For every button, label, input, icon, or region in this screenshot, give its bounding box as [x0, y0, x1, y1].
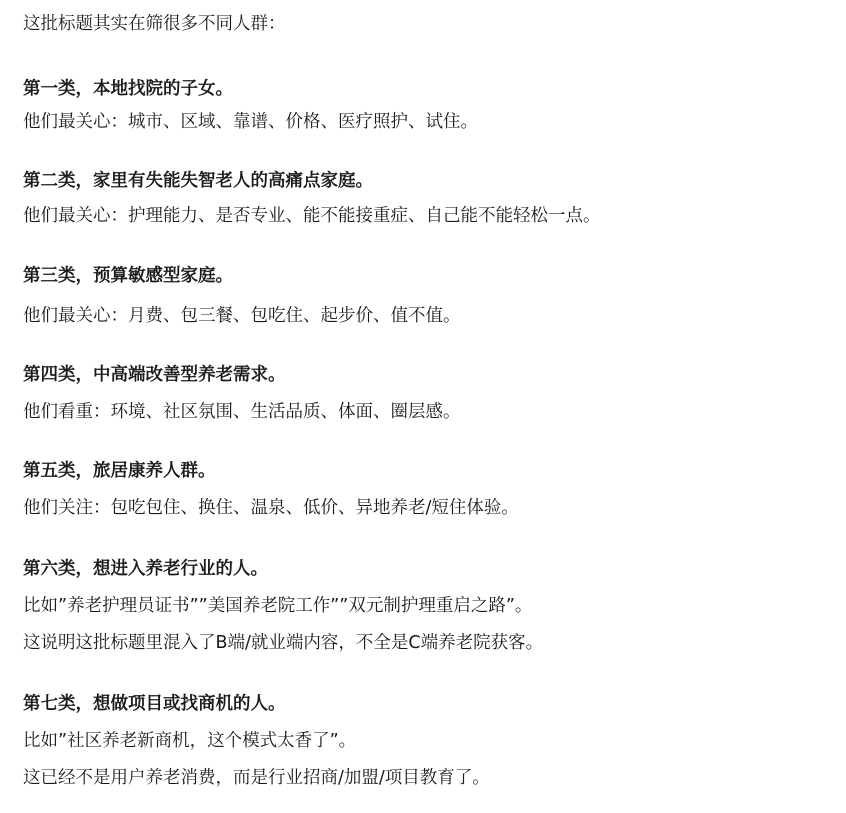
section-3-line-1: 他们最关心：月费、包三餐、包吃住、起步价、值不值。 [23, 306, 461, 326]
section-7-heading: 第七类，想做项目或找商机的人。 [23, 694, 286, 714]
section-7-line-1: 比如”社区养老新商机，这个模式太香了”。 [23, 731, 357, 751]
section-1-line-1: 他们最关心：城市、区域、靠谱、价格、医疗照护、试住。 [23, 112, 478, 132]
section-4-line-1: 他们看重：环境、社区氛围、生活品质、体面、圈层感。 [23, 402, 461, 422]
intro-text: 这批标题其实在筛很多不同人群： [23, 14, 286, 34]
section-6-line-1: 比如”养老护理员证书””美国养老院工作””双元制护理重启之路”。 [23, 596, 533, 616]
section-2-line-1: 他们最关心：护理能力、是否专业、能不能接重症、自己能不能轻松一点。 [23, 206, 601, 226]
section-6-line-2: 这说明这批标题里混入了B端/就业端内容，不全是C端养老院获客。 [23, 633, 544, 653]
section-5-line-1: 他们关注：包吃包住、换住、温泉、低价、异地养老/短住体验。 [23, 498, 519, 518]
section-3-heading: 第三类，预算敏感型家庭。 [23, 266, 233, 286]
section-4-heading: 第四类，中高端改善型养老需求。 [23, 365, 286, 385]
section-5-heading: 第五类，旅居康养人群。 [23, 461, 216, 481]
section-2-heading: 第二类，家里有失能失智老人的高痛点家庭。 [23, 171, 373, 191]
section-1-heading: 第一类，本地找院的子女。 [23, 79, 233, 99]
section-6-heading: 第六类，想进入养老行业的人。 [23, 559, 268, 579]
section-7-line-2: 这已经不是用户养老消费，而是行业招商/加盟/项目教育了。 [23, 768, 490, 788]
